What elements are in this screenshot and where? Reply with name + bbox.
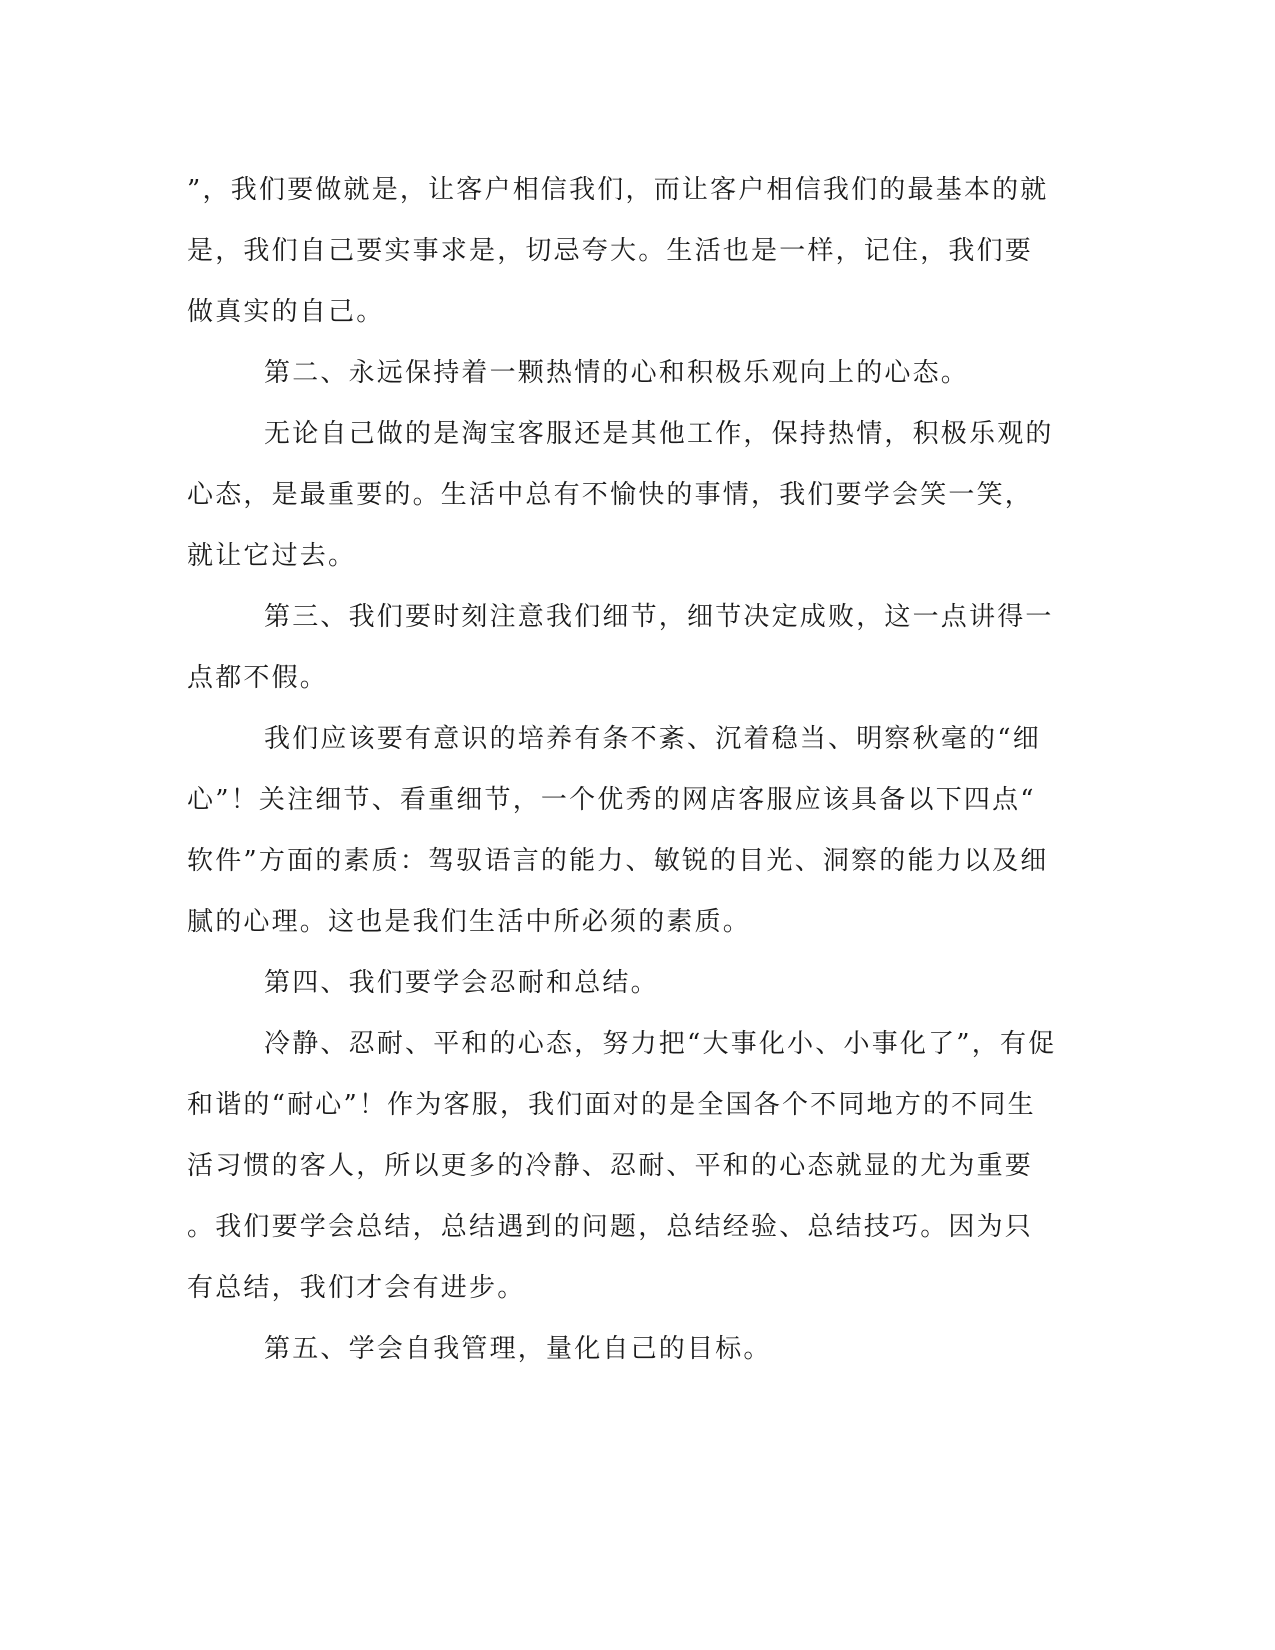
text-line: 心态，是最重要的。生活中总有不愉快的事情，我们要学会笑一笑， [187, 480, 1034, 510]
section-heading-4: 第四、我们要学会忍耐和总结。 [264, 968, 659, 998]
text-line: 。我们要学会总结，总结遇到的问题，总结经验、总结技巧。因为只 [187, 1212, 1034, 1242]
text-line: 就让它过去。 [187, 541, 357, 571]
text-line: 有总结，我们才会有进步。 [187, 1273, 526, 1303]
text-line: 做真实的自己。 [187, 297, 385, 327]
section-heading-2: 第二、永远保持着一颗热情的心和积极乐观向上的心态。 [264, 358, 970, 388]
text-line: 活习惯的客人，所以更多的冷静、忍耐、平和的心态就显的尤为重要 [187, 1151, 1034, 1181]
text-line: 心”！关注细节、看重细节，一个优秀的网店客服应该具备以下四点“ [187, 785, 1036, 815]
text-line: 冷静、忍耐、平和的心态，努力把“大事化小、小事化了”，有促 [264, 1029, 1057, 1059]
text-line: 无论自己做的是淘宝客服还是其他工作，保持热情，积极乐观的 [264, 419, 1054, 449]
text-line: ”，我们要做就是，让客户相信我们，而让客户相信我们的最基本的就 [187, 175, 1049, 205]
text-line: 我们应该要有意识的培养有条不紊、沉着稳当、明察秋毫的“细 [264, 724, 1041, 754]
section-heading-5: 第五、学会自我管理，量化自己的目标。 [264, 1334, 772, 1364]
text-line: 腻的心理。这也是我们生活中所必须的素质。 [187, 907, 752, 937]
text-line: 和谐的“耐心”！作为客服，我们面对的是全国各个不同地方的不同生 [187, 1090, 1036, 1120]
section-heading-3: 第三、我们要时刻注意我们细节，细节决定成败，这一点讲得一 [264, 602, 1054, 632]
body-text [187, 160, 1087, 1380]
text-line: 点都不假。 [187, 663, 329, 693]
text-line: 是，我们自己要实事求是，切忌夸大。生活也是一样，记住，我们要 [187, 236, 1034, 266]
text-line: 软件”方面的素质：驾驭语言的能力、敏锐的目光、洞察的能力以及细 [187, 846, 1049, 876]
